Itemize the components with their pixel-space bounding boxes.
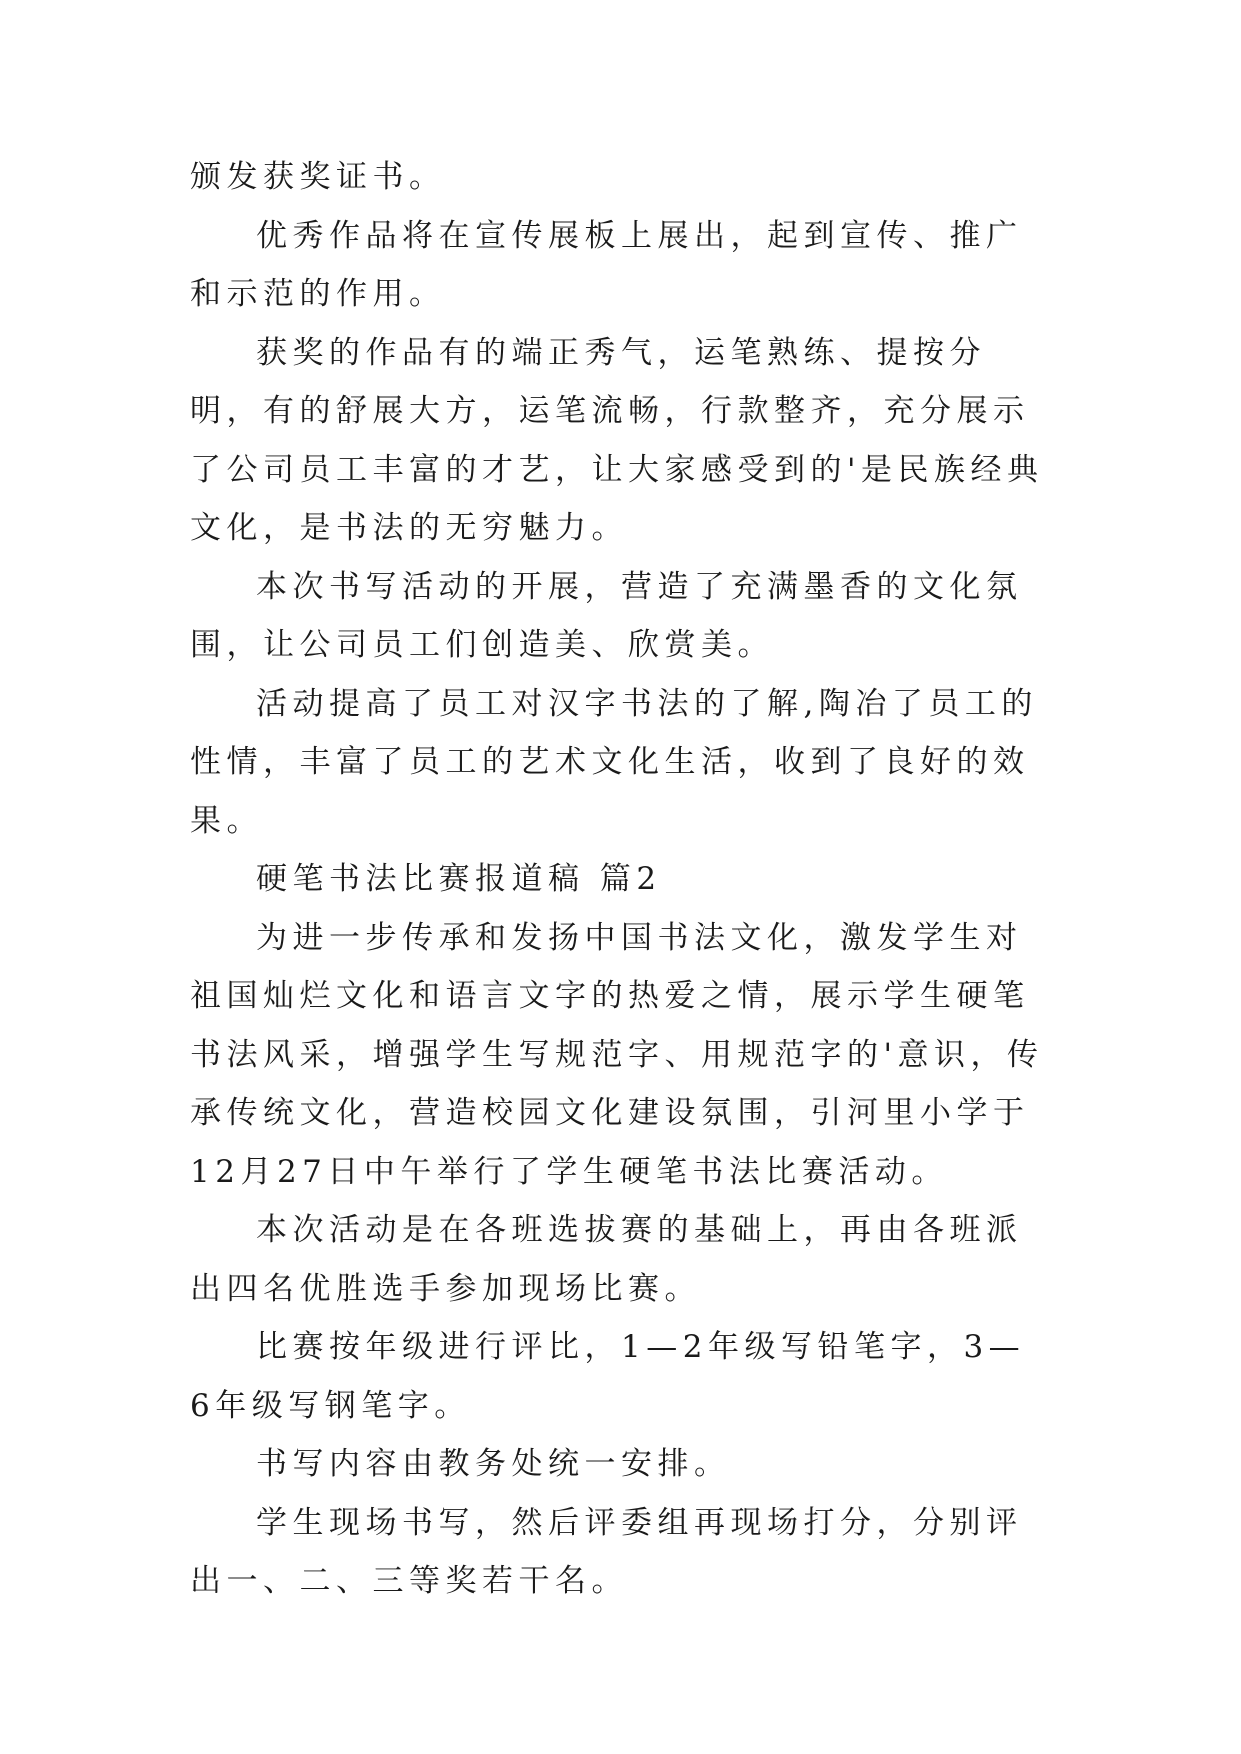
paragraph: 本次书写活动的开展，营造了充满墨香的文化氛围，让公司员工们创造美、欣赏美。 <box>190 568 1023 663</box>
paragraph: 学生现场书写，然后评委组再现场打分，分别评出一、二、三等奖若干名。 <box>190 1504 1023 1599</box>
paragraph: 获奖的作品有的端正秀气，运笔熟练、提按分明，有的舒展大方，运笔流畅，行款整齐，充分展示了公司员工丰富的才艺，让大家感受到的'是民族经典文化，是书法的无穷魅力。 <box>190 334 1044 546</box>
paragraph: 为进一步传承和发扬中国书法文化，激发学生对祖国灿烂文化和语言文字的热爱之情，展示学生硬笔书法风采，增强学生写规范字、用规范字的'意识，传承传统文化，营造校园文化建设氛围，引河里小学于12月27日中午举行了学生硬笔书法比赛活动。 <box>190 919 1044 1190</box>
paragraph: 优秀作品将在宣传展板上展出，起到宣传、推广和示范的作用。 <box>190 217 1023 312</box>
paragraph: 比赛按年级进行评比，1—2年级写铅笔字，3—6年级写钢笔字。 <box>190 1329 1026 1424</box>
paragraph: 颁发获奖证书。 <box>190 159 446 195</box>
paragraph: 书写内容由教务处统一安排。 <box>256 1446 731 1482</box>
document-body <box>190 148 1050 1611</box>
paragraph: 活动提高了员工对汉字书法的了解,陶冶了员工的性情，丰富了员工的艺术文化生活，收到了良好的效果。 <box>190 685 1038 839</box>
paragraph: 本次活动是在各班选拔赛的基础上，再由各班派出四名优胜选手参加现场比赛。 <box>190 1212 1023 1307</box>
section-heading: 硬笔书法比赛报道稿 篇2 <box>256 861 662 897</box>
